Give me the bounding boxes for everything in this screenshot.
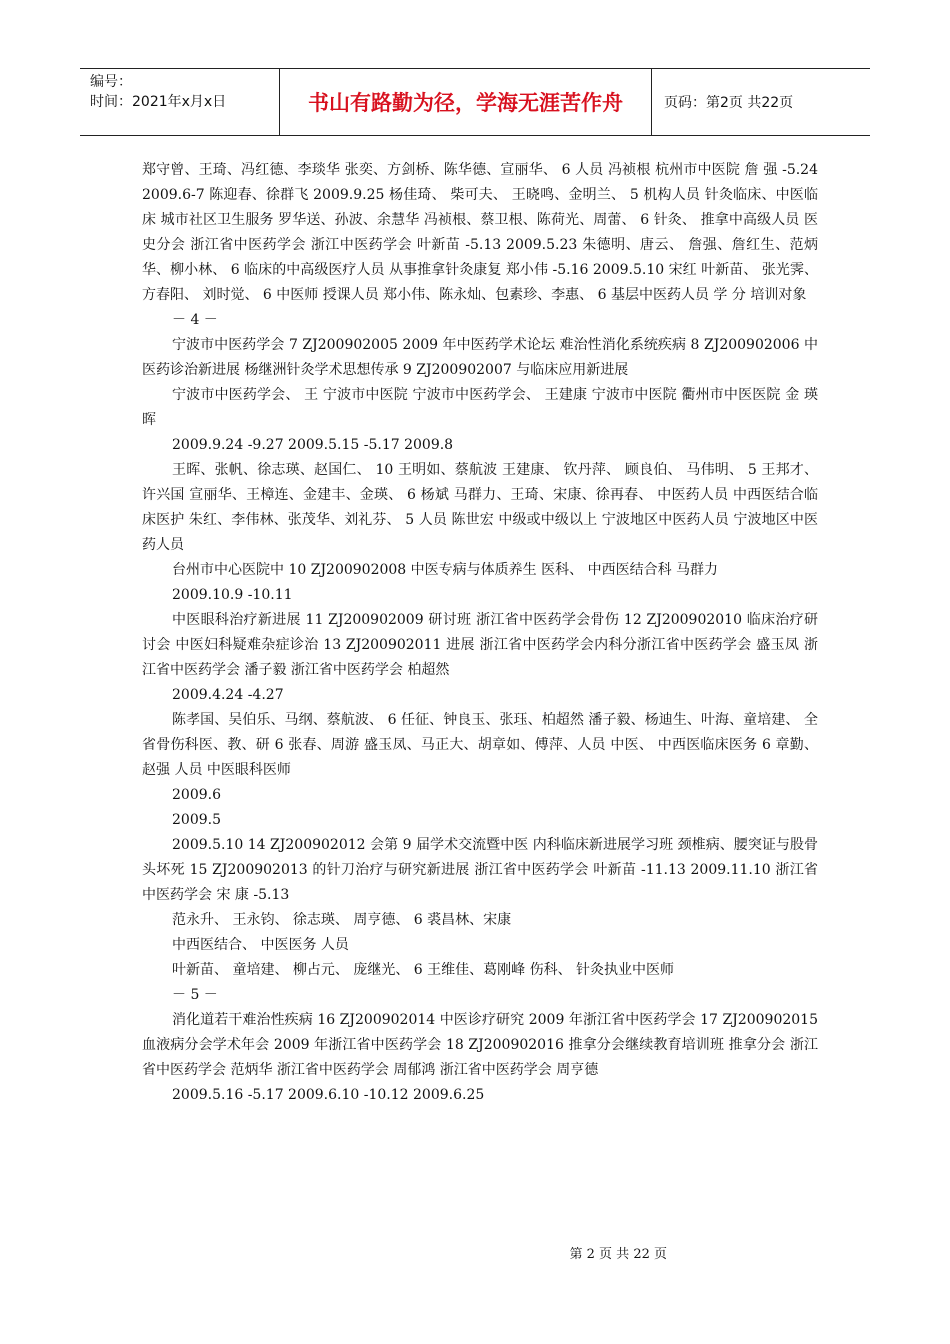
paragraph: 宁波市中医药学会、 王 宁波市中医院 宁波市中医药学会、 王建康 宁波市中医院 衢州市中医医院 金 瑛 晖 xyxy=(142,387,818,428)
paragraph: 宁波市中医药学会 7 ZJ200902005 2009 年中医药学术论坛 难治性消化系统疾病 8 ZJ200902006 中医药诊治新进展 杨继洲针灸学术思想传承 9 ZJ200902007 与临床应用新进展 xyxy=(142,337,818,378)
paragraph: 陈孝国、吴伯乐、马纲、蔡航波、 6 任征、钟良玉、张珏、柏超然 潘子毅、杨迪生、叶海、童培建、 全省骨伤科医、教、研 6 张春、周游 盛玉凤、马正大、胡章如、傅萍、人员 中医、 中西医临床医务 6 章勤、赵强 人员 中医眼科医师 xyxy=(142,712,818,778)
paragraph: 叶新苗、 童培建、 柳占元、 庞继光、 6 王维佳、葛刚峰 伤科、 针灸执业中医师 xyxy=(172,962,675,978)
paragraph: 2009.5.16 -5.17 2009.6.10 -10.12 2009.6.25 xyxy=(172,1087,485,1103)
paragraph: 2009.9.24 -9.27 2009.5.15 -5.17 2009.8 xyxy=(172,437,454,453)
header-motto: 书山有路勤为径，学海无涯苦作舟 xyxy=(280,69,652,135)
paragraph: 台州市中心医院中 10 ZJ200902008 中医专病与体质养生 医科、 中西医结合科 马群力 xyxy=(172,562,719,578)
paragraph: 2009.4.24 -4.27 xyxy=(172,687,284,703)
number-label: 编号： xyxy=(90,74,132,90)
footer-page-number: 第 2 页 共 22 页 xyxy=(569,1247,667,1262)
date-label: 时间：2021年x月x日 xyxy=(90,94,227,110)
document-header xyxy=(80,68,870,136)
paragraph: 郑守曾、王琦、冯红德、李琰华 张奕、方剑桥、陈华德、宣丽华、 6 人员 冯祯根 杭州市中医院 詹 强 -5.24 2009.6-7 陈迎春、徐群飞 2009.9.25 杨佳琦、 柴可夫、 王晓鸣、金明兰、 5 机构人员 针灸临床、中医临床 城市社区卫生服务 罗华送、孙波、余慧华 冯祯根、蔡卫根、陈荷光、周蕾、 6 针灸、 推拿中高级人员 医史分会 浙江省中医药学会 浙江中医药学会 叶新苗 -5.13 2009.5.23 朱德明、唐云、 詹强、詹红生、范炳华、柳小林、 6 临床的中高级医疗人员 从事推拿针灸康复 郑小伟 -5.16 2009.5.10 宋红 叶新苗、 张光霁、 方春阳、 刘时觉、 6 中医师 授课人员 郑小伟、陈永灿、包素珍、李惠、 6 基层中医药人员 学 分 培训对象 xyxy=(142,162,818,303)
paragraph: 范永升、 王永钧、 徐志瑛、 周亨德、 6 裘昌林、宋康 xyxy=(172,912,512,928)
header-page-label: 页码：第2页 共22页 xyxy=(664,95,794,111)
page-marker: － 5 － xyxy=(172,987,218,1003)
page-marker: － 4 － xyxy=(172,312,218,328)
paragraph: 中医眼科治疗新进展 11 ZJ200902009 研讨班 浙江省中医药学会骨伤 12 ZJ200902010 临床治疗研讨会 中医妇科疑难杂症诊治 13 ZJ200902011 进展 浙江省中医药学会内科分浙江省中医药学会 盛玉凤 浙江省中医药学会 潘子毅 浙江省中医药学会 柏超然 xyxy=(142,612,818,678)
paragraph: 2009.10.9 -10.11 xyxy=(172,587,293,603)
document-body xyxy=(142,158,818,1108)
paragraph: 2009.6 xyxy=(172,787,221,803)
paragraph: 2009.5.10 14 ZJ200902012 会第 9 届学术交流暨中医 内科临床新进展学习班 颈椎病、腰突证与股骨头坏死 15 ZJ200902013 的针刀治疗与研究新进展 浙江省中医药学会 叶新苗 -11.13 2009.11.10 浙江省中医药学会 宋 康 -5.13 xyxy=(142,837,818,903)
paragraph: 中西医结合、 中医医务 人员 xyxy=(172,937,349,953)
paragraph: 2009.5 xyxy=(172,812,221,828)
paragraph: 王晖、张帆、徐志瑛、赵国仁、 10 王明如、蔡航波 王建康、 钦丹萍、 顾良伯、 马伟明、 5 王邦才、许兴国 宣丽华、王樟连、金建丰、金瑛、 6 杨斌 马群力、王琦、宋康、徐再春、 中医药人员 中西医结合临床医护 朱红、李伟林、张茂华、刘礼芬、 5 人员 陈世宏 中级或中级以上 宁波地区中医药人员 宁波地区中医药人员 xyxy=(142,462,818,553)
header-meta xyxy=(80,69,280,135)
page-footer xyxy=(0,1243,950,1262)
paragraph: 消化道若干难治性疾病 16 ZJ200902014 中医诊疗研究 2009 年浙江省中医药学会 17 ZJ200902015 血液病分会学术年会 2009 年浙江省中医药学会 18 ZJ200902016 推拿分会继续教育培训班 推拿分会 浙江省中医药学会 范炳华 浙江省中医药学会 周郁鸿 浙江省中医药学会 周亨德 xyxy=(142,1012,818,1078)
